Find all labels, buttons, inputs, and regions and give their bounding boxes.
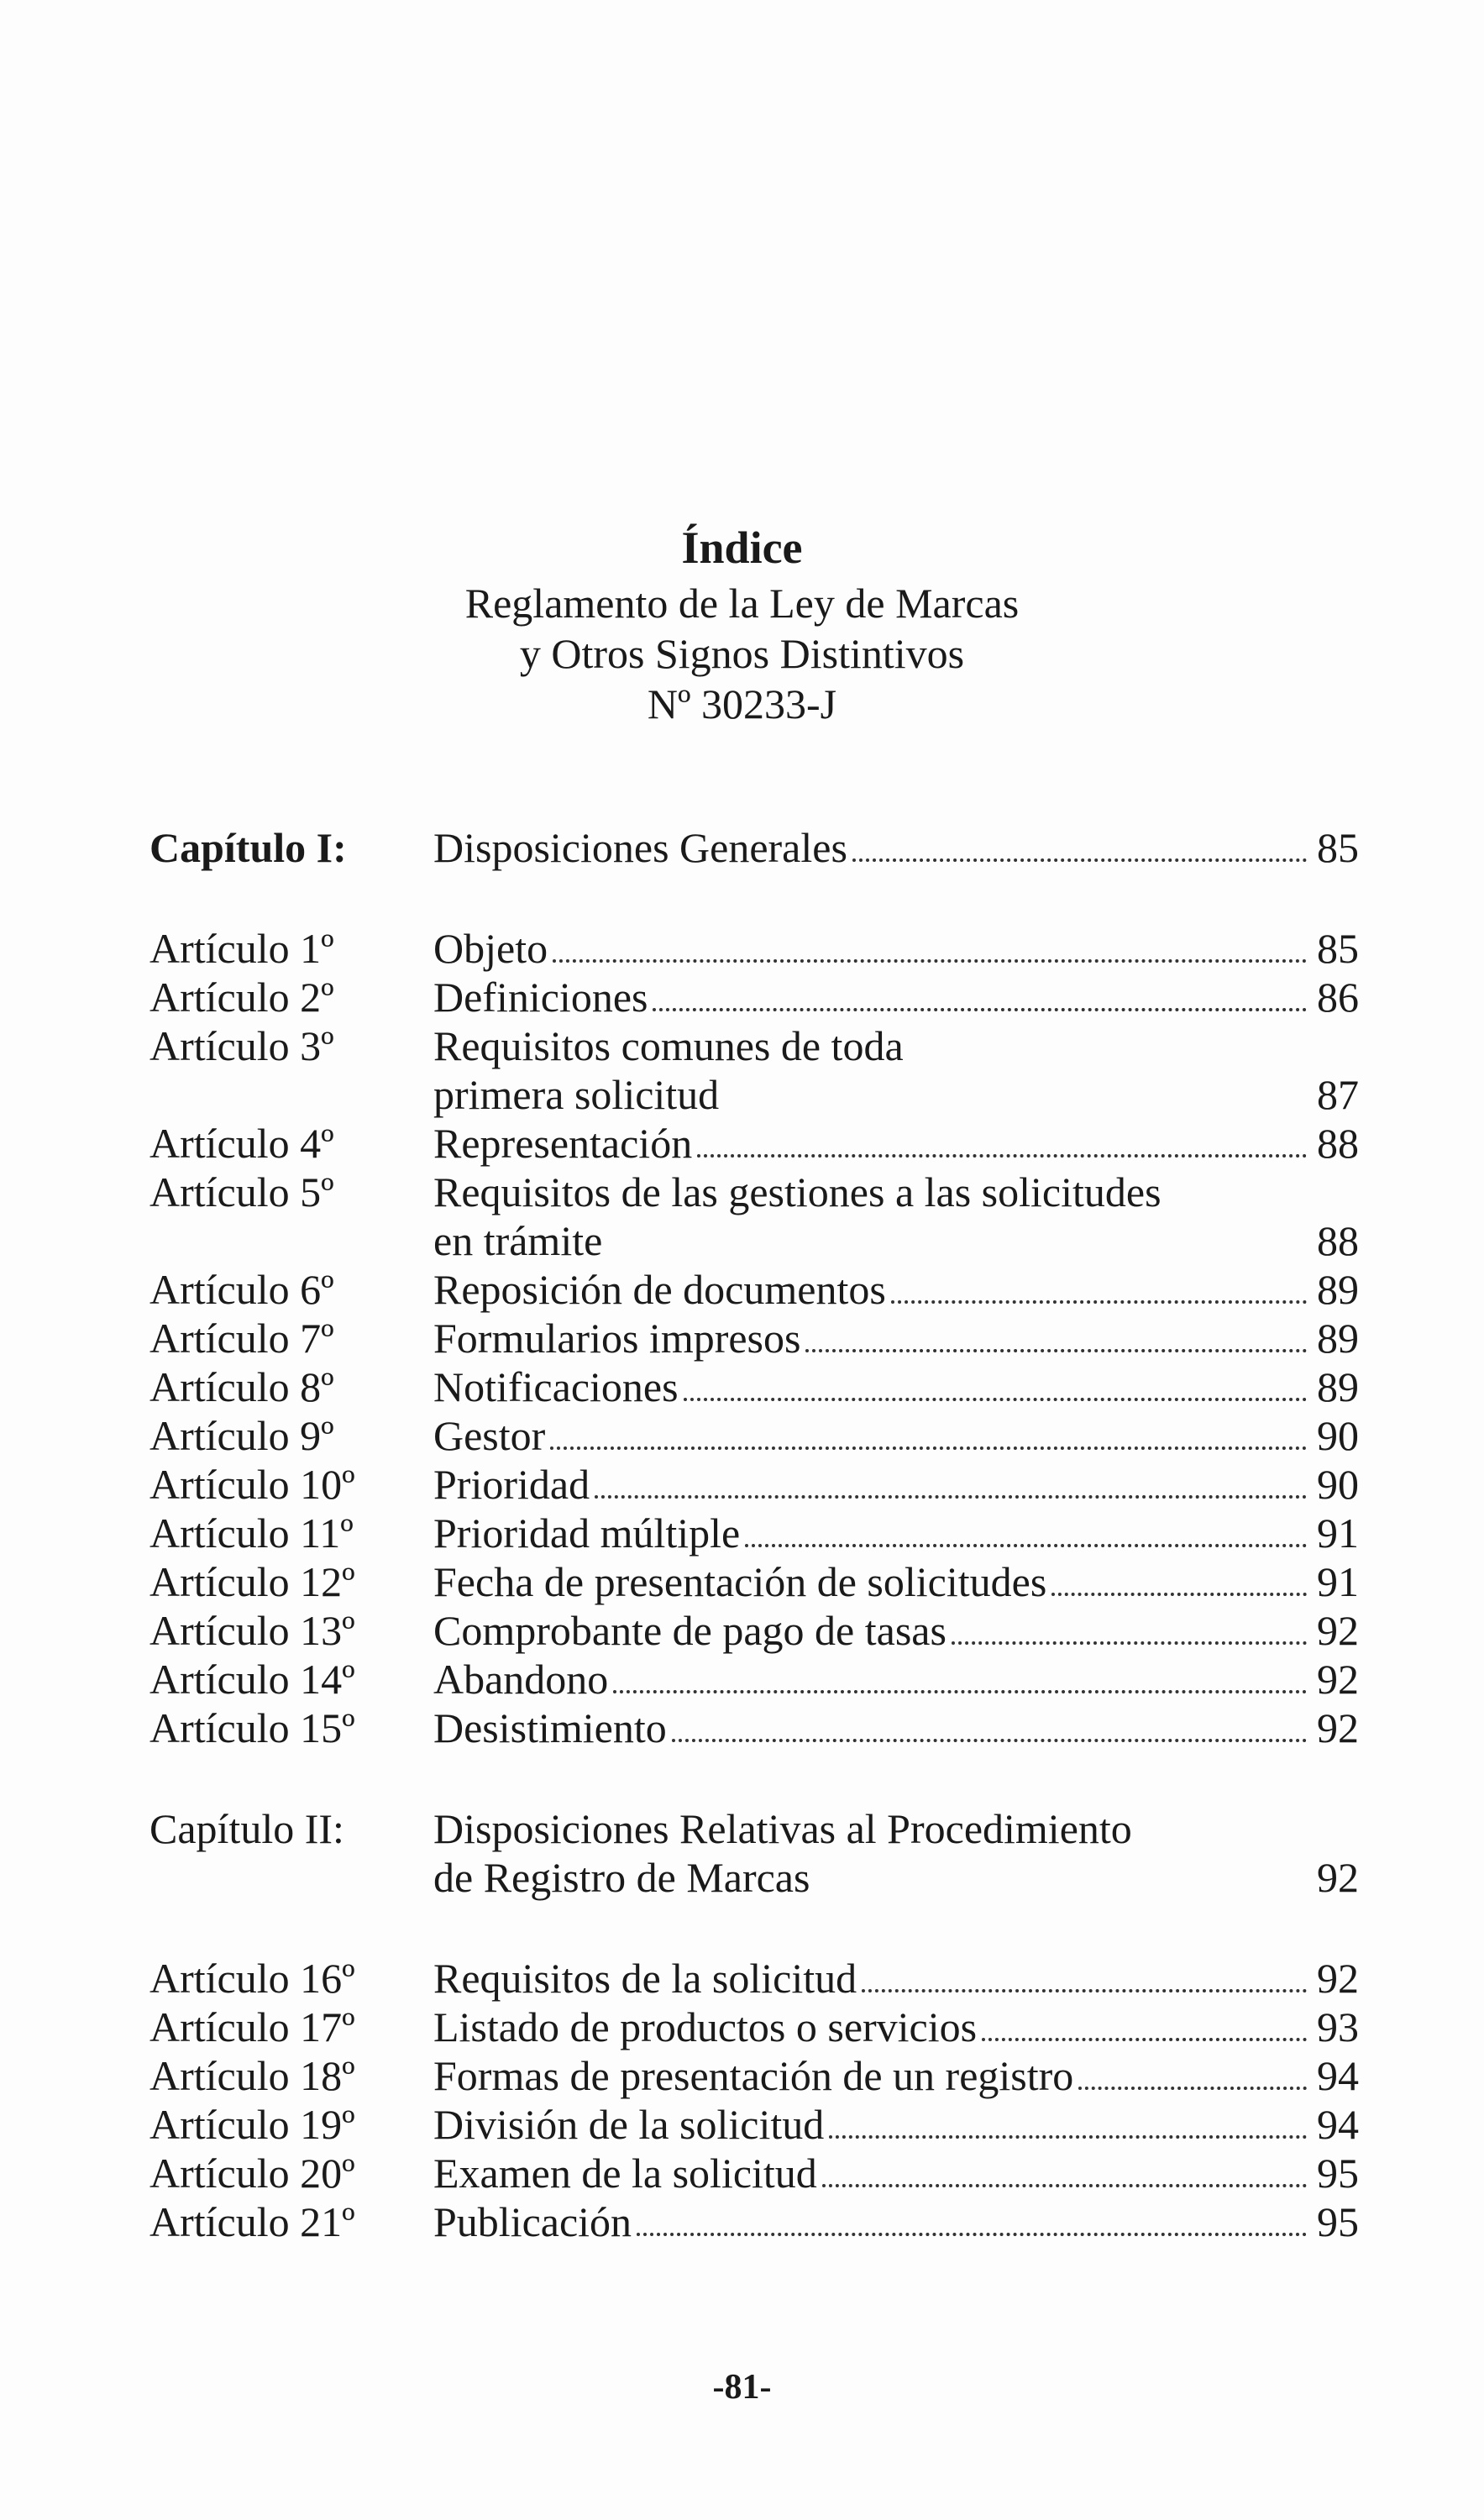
article-page: 85: [1317, 925, 1359, 972]
article-label: Artículo 6º: [149, 1266, 334, 1313]
toc-article-15: [149, 1704, 1359, 1752]
toc-article-6: [149, 1265, 1359, 1314]
dot-leader: [613, 1690, 1307, 1693]
article-title: Gestor: [433, 1412, 546, 1459]
article-page: 88: [1317, 1217, 1359, 1264]
dot-leader: [745, 1544, 1307, 1547]
dot-leader: [891, 1300, 1307, 1304]
toc-article-4: [149, 1119, 1359, 1168]
article-title: Requisitos de la solicitud: [433, 1955, 857, 2002]
dot-leader: [982, 2038, 1307, 2041]
article-page: 92: [1317, 1955, 1359, 2002]
article-title: Prioridad múltiple: [433, 1509, 741, 1557]
chapter-title: Disposiciones Generales: [433, 824, 847, 871]
dot-leader: [952, 1641, 1307, 1645]
toc-article-11: [149, 1509, 1359, 1557]
article-title-line2: en trámite: [433, 1217, 603, 1264]
article-page: 89: [1317, 1315, 1359, 1362]
toc-article-7: [149, 1314, 1359, 1362]
chapter-label: Capítulo I:: [149, 824, 347, 871]
article-page: 88: [1317, 1120, 1359, 1167]
article-page: 95: [1317, 2198, 1359, 2245]
article-title-line1: Requisitos de las gestiones a las solicitudes: [433, 1168, 1162, 1215]
chapter-title-line2: de Registro de Marcas: [433, 1854, 810, 1901]
chapter-page: 92: [1317, 1854, 1359, 1901]
toc-chapter-1: [149, 823, 1359, 872]
article-page: 91: [1317, 1509, 1359, 1557]
article-label: Artículo 12º: [149, 1558, 355, 1605]
table-of-contents: [149, 823, 1359, 2246]
chapter-label: Capítulo II:: [149, 1805, 344, 1852]
article-title-line2: primera solicitud: [433, 1071, 720, 1118]
dot-leader: [805, 1349, 1307, 1352]
article-label: Artículo 18º: [149, 2052, 355, 2099]
toc-article-9: [149, 1411, 1359, 1460]
article-page: 90: [1317, 1412, 1359, 1459]
article-page: 92: [1317, 1656, 1359, 1703]
regulation-title-line2: y Otros Signos Distintivos: [519, 630, 965, 677]
dot-leader: [852, 858, 1307, 862]
chapter-title-line1: Disposiciones Relativas al Procedimiento: [433, 1805, 1132, 1852]
toc-article-20: [149, 2149, 1359, 2197]
article-label: Artículo 9º: [149, 1412, 334, 1459]
article-page: 89: [1317, 1363, 1359, 1410]
dot-leader: [672, 1739, 1307, 1742]
article-label: Artículo 13º: [149, 1607, 355, 1654]
dot-leader: [637, 2233, 1307, 2236]
dot-leader: [822, 2184, 1307, 2187]
article-title: Fecha de presentación de solicitudes: [433, 1558, 1047, 1605]
article-label: Artículo 20º: [149, 2150, 355, 2197]
article-label: Artículo 8º: [149, 1363, 334, 1410]
article-title-line1: Requisitos comunes de toda: [433, 1022, 904, 1069]
toc-article-5: [149, 1168, 1359, 1265]
article-title: Listado de productos o servicios: [433, 2003, 978, 2050]
dot-leader: [684, 1398, 1307, 1401]
article-label: Artículo 10º: [149, 1461, 355, 1508]
article-title: Formas de presentación de un registro: [433, 2052, 1074, 2099]
article-title: División de la solicitud: [433, 2101, 825, 2148]
toc-article-14: [149, 1655, 1359, 1704]
article-page: 92: [1317, 1607, 1359, 1654]
article-page: 94: [1317, 2101, 1359, 2148]
article-label: Artículo 21º: [149, 2198, 355, 2245]
article-page: 94: [1317, 2052, 1359, 2099]
toc-article-17: [149, 2003, 1359, 2051]
article-label: Artículo 7º: [149, 1315, 334, 1362]
article-label: Artículo 16º: [149, 1955, 355, 2002]
article-title: Prioridad: [433, 1461, 590, 1508]
dot-leader: [1051, 1593, 1307, 1596]
article-page: 95: [1317, 2150, 1359, 2197]
dot-leader: [553, 959, 1307, 963]
dot-leader: [550, 1446, 1307, 1450]
article-page: 93: [1317, 2003, 1359, 2050]
dot-leader: [595, 1495, 1307, 1499]
article-label: Artículo 17º: [149, 2003, 355, 2050]
article-label: Artículo 11º: [149, 1509, 354, 1557]
dot-leader: [697, 1154, 1307, 1158]
article-label: Artículo 19º: [149, 2101, 355, 2148]
article-title: Objeto: [433, 925, 548, 972]
article-label: Artículo 5º: [149, 1168, 334, 1215]
article-title: Examen de la solicitud: [433, 2150, 817, 2197]
article-page: 91: [1317, 1558, 1359, 1605]
article-page: 90: [1317, 1461, 1359, 1508]
page-number: -81-: [712, 2368, 772, 2407]
toc-article-16: [149, 1954, 1359, 2003]
toc-article-21: [149, 2197, 1359, 2246]
toc-article-8: [149, 1362, 1359, 1411]
article-title: Definiciones: [433, 974, 648, 1021]
article-title: Abandono: [433, 1656, 609, 1703]
article-title: Formularios impresos: [433, 1315, 801, 1362]
toc-article-3: [149, 1021, 1359, 1119]
index-title: Índice: [681, 522, 803, 573]
article-title: Notificaciones: [433, 1363, 679, 1410]
dot-leader: [829, 2135, 1307, 2139]
article-title: Reposición de documentos: [433, 1266, 886, 1313]
toc-article-1: [149, 924, 1359, 973]
article-title: Comprobante de pago de tasas: [433, 1607, 947, 1654]
article-label: Artículo 1º: [149, 925, 334, 972]
regulation-number: Nº 30233-J: [647, 680, 837, 727]
article-title: Publicación: [433, 2198, 632, 2245]
toc-article-12: [149, 1557, 1359, 1606]
article-title: Representación: [433, 1120, 693, 1167]
article-label: Artículo 15º: [149, 1704, 355, 1751]
article-page: 89: [1317, 1266, 1359, 1313]
toc-article-10: [149, 1460, 1359, 1509]
toc-chapter-2: [149, 1804, 1359, 1902]
article-label: Artículo 3º: [149, 1022, 334, 1069]
article-label: Artículo 14º: [149, 1656, 355, 1703]
toc-article-19: [149, 2100, 1359, 2149]
index-header: [0, 521, 1484, 729]
chapter-page: 85: [1317, 824, 1359, 871]
article-label: Artículo 2º: [149, 974, 334, 1021]
regulation-title-line1: Reglamento de la Ley de Marcas: [464, 580, 1020, 627]
article-page: 92: [1317, 1704, 1359, 1751]
article-label: Artículo 4º: [149, 1120, 334, 1167]
article-page: 86: [1317, 974, 1359, 1021]
toc-article-18: [149, 2051, 1359, 2100]
dot-leader: [862, 1989, 1307, 1992]
article-title: Desistimiento: [433, 1704, 667, 1751]
dot-leader: [1078, 2087, 1307, 2090]
article-page: 87: [1317, 1071, 1359, 1118]
toc-article-2: [149, 973, 1359, 1021]
toc-article-13: [149, 1606, 1359, 1655]
dot-leader: [653, 1008, 1307, 1011]
